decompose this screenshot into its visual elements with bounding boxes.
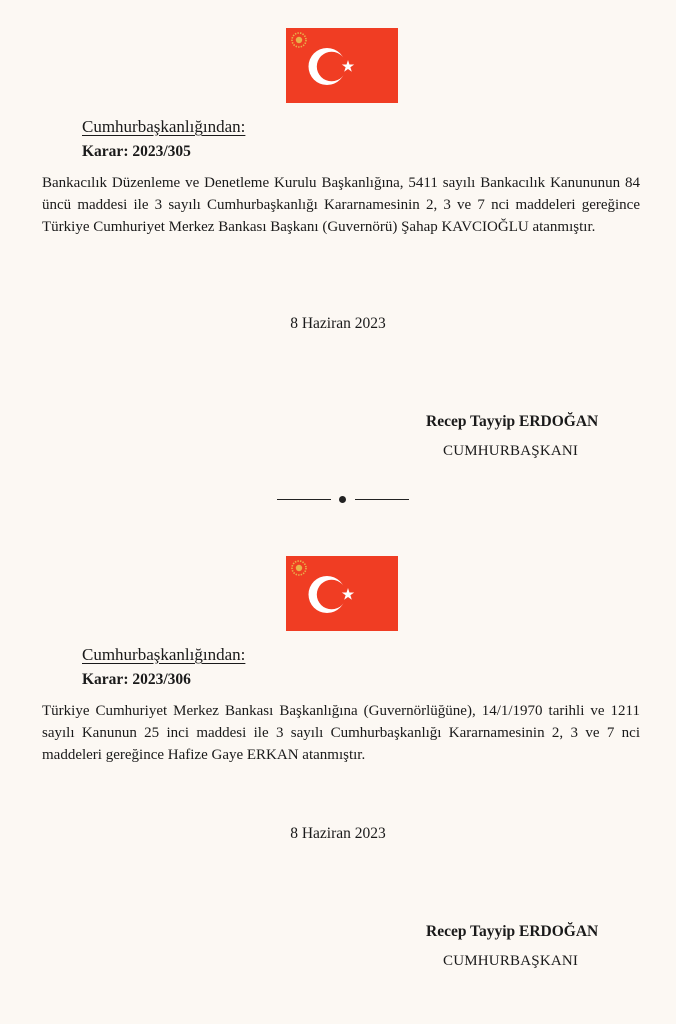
decision-number-value: 2023/305	[132, 143, 191, 160]
signer-title: CUMHURBAŞKANI	[443, 953, 579, 969]
separator-line-left	[277, 499, 331, 500]
signer-title: CUMHURBAŞKANI	[443, 443, 579, 459]
issuing-authority: Cumhurbaşkanlığından:	[82, 645, 246, 664]
decision-number	[82, 143, 191, 161]
decision-label: Karar:	[82, 671, 129, 688]
issuing-authority: Cumhurbaşkanlığından:	[82, 117, 246, 136]
signer-name: Recep Tayyip ERDOĞAN	[426, 923, 599, 940]
decision-number-value: 2023/306	[132, 671, 191, 688]
decree-date: 8 Haziran 2023	[290, 825, 386, 842]
decision-label: Karar:	[82, 143, 129, 160]
signer-name: Recep Tayyip ERDOĞAN	[426, 413, 599, 430]
separator-line-right	[355, 499, 409, 500]
turkish-flag-with-presidential-seal	[286, 28, 398, 103]
turkish-flag-with-presidential-seal	[286, 556, 398, 631]
decree-body: Bankacılık Düzenleme ve Denetleme Kurulu Başkanlığına, 5411 sayılı Bankacılık Kanununun 84 üncü maddesi ile 3 sayılı Cumhurbaşkanlığı Kararnamesinin 2, 3 ve 7 nci maddeleri gereğince Türkiye Cumhuriyet Merkez Bankası Başkanı (Guvernörü) Şahap KAVCIOĞLU atanmıştır.	[42, 175, 640, 235]
decision-number	[82, 671, 191, 689]
decree-body: Türkiye Cumhuriyet Merkez Bankası Başkanlığına (Guvernörlüğüne), 14/1/1970 tarihli ve 1211 sayılı Kanunun 25 inci maddesi ile 3 sayılı Cumhurbaşkanlığı Kararnamesinin 2, 3 ve 7 nci maddeleri gereğince Hafize Gaye ERKAN atanmıştır.	[42, 703, 640, 763]
decree-date: 8 Haziran 2023	[290, 315, 386, 332]
separator-dot	[339, 496, 346, 503]
section-separator	[277, 493, 409, 507]
